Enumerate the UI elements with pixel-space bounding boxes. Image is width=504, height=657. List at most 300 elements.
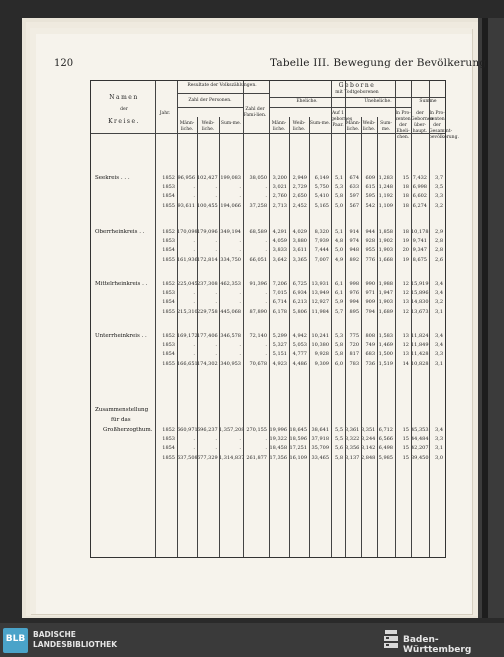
data-cell: 11,849 [411,342,429,349]
row-rule [269,107,411,108]
data-cell: 12 [402,308,409,315]
data-cell: 6,149 [314,175,329,181]
column-rule [429,81,430,557]
data-cell: 229,758 [197,308,218,315]
data-cell: 270,155 [246,427,267,433]
data-cell: 17,251 [289,445,307,452]
region-name: Mittelrheinkreis . . [95,281,148,287]
data-cell: 6,178 [272,308,287,315]
data-cell: 696,237 [197,427,218,433]
data-cell: . [215,247,217,254]
data-cell: 2,949 [292,175,307,181]
data-cell: 794 [365,308,375,315]
data-cell: 66,051 [249,256,267,263]
data-cell: 38,641 [311,427,329,433]
data-cell: 3,2 [435,299,443,306]
summary-sub2: Großherzogthum. [103,427,153,433]
data-cell: 7,206 [272,281,287,287]
data-cell: 4,029 [292,229,307,235]
data-cell: 3,7 [435,175,443,181]
data-cell: 3,4 [435,342,443,349]
header-zahl-personen: Zahl der Personen. [188,98,232,103]
data-cell: 2,650 [292,193,307,200]
data-cell: 6,1 [335,281,343,287]
data-cell: 3,4 [435,290,443,297]
data-cell: 7,007 [314,256,329,263]
data-cell: . [239,193,241,200]
data-cell: 677,329 [197,454,218,461]
data-cell: 6,725 [292,281,307,287]
data-cell: 5,5 [335,436,343,443]
data-cell: 5,806 [292,308,307,315]
data-cell: 33,465 [311,454,329,461]
data-cell: 5,3 [335,184,343,191]
data-cell: 166,651 [177,360,198,367]
data-cell: 20 [402,247,409,254]
data-cell: 944 [365,229,375,235]
data-cell: 720 [349,342,359,349]
data-cell: 990 [365,281,375,287]
data-cell: . [239,436,241,443]
partner-name[interactable]: Baden-Württemberg [403,635,472,655]
data-cell: 45,353 [411,427,429,433]
data-cell: 15 [402,175,409,181]
data-cell: 5,0 [335,202,343,209]
data-cell: 5,1 [335,229,343,235]
data-cell: 6,934 [292,290,307,297]
header-u-weibl: Weib-liche. [362,121,376,132]
data-cell: 12 [402,342,409,349]
page-number: 120 [54,58,74,69]
data-cell: 19 [402,256,409,263]
data-cell: 5,410 [314,193,329,200]
data-cell: 169,172 [177,333,198,339]
data-cell: 3,4 [435,333,443,339]
data-cell: 225,045 [177,281,198,287]
data-cell: 2,760 [272,193,287,200]
data-cell: 1,357,208 [219,427,245,433]
statistics-table [90,80,459,558]
data-cell: 39,450 [411,454,429,461]
data-cell: 13 [402,333,409,339]
data-cell: 5,9 [335,299,343,306]
data-cell: 1,583 [378,333,393,339]
data-cell: 18 [402,184,409,191]
data-cell: 971 [365,290,375,297]
data-cell: 2,729 [292,184,307,191]
data-cell: 4,942 [292,333,307,339]
column-rule [411,81,412,557]
data-cell: 161,936 [177,256,198,263]
data-cell: 6,213 [292,299,307,306]
header-u-maennl: Männ-liche. [345,121,361,132]
header-maennl: Männ-liche. [179,121,195,132]
data-cell: 5,8 [335,454,343,461]
data-cell: 6,0 [335,360,343,367]
data-cell: 5,0 [335,247,343,254]
data-cell: 1,903 [378,299,393,306]
data-cell: 334,750 [220,256,241,263]
year-cell: 1854 [162,351,175,358]
data-cell: 3,351 [361,427,376,433]
data-cell: 91,396 [249,281,267,287]
column-rule [395,81,396,557]
data-cell: . [265,436,267,443]
data-cell: 68,589 [249,229,267,235]
year-cell: 1853 [162,436,175,443]
data-cell: 261,877 [246,454,267,461]
data-cell: 5,151 [272,351,287,358]
year-cell: 1852 [162,427,175,433]
data-cell: 10,178 [411,229,429,235]
data-cell: 445,068 [220,308,241,315]
header-auf-paar: Auf 1 gebornes Paar. [331,111,353,128]
data-cell: 19,322 [269,436,287,443]
header-weibl: Weib-liche. [201,121,215,132]
data-cell: 817 [349,351,359,358]
data-cell: 6,498 [378,445,393,452]
data-cell: 542 [365,202,375,209]
row-rule [91,133,445,134]
data-cell: 5,985 [378,454,393,461]
col-header-der: der [120,107,128,112]
year-cell: 1853 [162,290,175,297]
data-cell: 9,309 [314,360,329,367]
data-cell: 595 [365,193,375,200]
data-cell: 237,308 [197,281,218,287]
data-cell: 215,310 [177,308,198,315]
data-cell: 776 [365,256,375,263]
data-cell: 1,248 [378,184,393,191]
data-cell: 87,890 [249,308,267,315]
data-cell: 96,956 [177,175,195,181]
data-cell: 6,566 [378,436,393,443]
data-cell: 955 [365,247,375,254]
data-cell: 1,519 [378,360,393,367]
year-cell: 1853 [162,238,175,245]
data-cell: 2,8 [435,238,443,245]
data-cell: 13,949 [311,290,329,297]
data-cell: 3,1 [435,445,443,452]
header-geborne: Geborne [338,82,376,89]
data-cell: 6,712 [378,427,393,433]
data-cell: 7,432 [412,175,427,181]
data-cell: 5,6 [335,445,343,452]
data-cell: 17,356 [269,454,287,461]
header-prozent-gesamt: In Pro-zenten der Gesammt-bevölkerung. [429,111,459,140]
page-title: Tabelle III. Bewegung der Bevölkerung [270,57,487,69]
data-cell: 3,021 [272,184,287,191]
data-cell: 15 [402,427,409,433]
data-cell: 1,988 [378,281,393,287]
data-cell: . [215,193,217,200]
data-cell: 5,327 [272,342,287,349]
column-rule [361,117,362,557]
data-cell: 5,8 [335,193,343,200]
lions-crest-icon [383,629,399,651]
data-cell: 5,3 [335,333,343,339]
data-cell: 683 [365,351,375,358]
data-cell: 974 [349,238,359,245]
data-cell: 18 [402,229,409,235]
data-cell: 5,750 [314,184,329,191]
data-cell: 13 [402,351,409,358]
data-cell: 5,165 [314,202,329,209]
book-spine [478,18,504,618]
data-cell: . [215,299,217,306]
data-cell: 609 [365,175,375,181]
data-cell: . [265,351,267,358]
data-cell: 2,848 [361,454,376,461]
year-cell: 1855 [162,256,175,263]
data-cell: 3,880 [292,238,307,245]
row-rule [269,97,445,98]
data-cell: 3,361 [345,427,360,433]
data-cell: 93,611 [177,202,195,209]
data-cell: 3,356 [345,445,360,452]
data-cell: 11,428 [411,351,429,358]
data-cell: 4,059 [272,238,287,245]
data-cell: 4,9 [335,256,343,263]
year-cell: 1854 [162,193,175,200]
data-cell: 179,096 [197,229,218,235]
data-cell: 8,675 [412,256,427,263]
column-rule [345,81,346,557]
data-cell: 3,322 [345,436,360,443]
data-cell: . [239,290,241,297]
header-der-gebornen: der Gebornen über-haupt. [411,111,434,134]
data-cell: 749 [365,342,375,349]
data-cell: 340,953 [220,360,241,367]
data-cell: 909 [365,299,375,306]
data-cell: . [193,445,195,452]
year-cell: 1852 [162,333,175,339]
data-cell: 37,258 [249,202,267,209]
year-cell: 1855 [162,360,175,367]
blg-logo[interactable] [3,628,28,653]
data-cell: . [193,436,195,443]
year-cell: 1853 [162,342,175,349]
data-cell: 1,500 [378,351,393,358]
data-cell: 7,015 [272,290,287,297]
column-rule [309,117,310,557]
data-cell: . [239,238,241,245]
data-cell: 5,1 [335,175,343,181]
data-cell: 18,596 [289,436,307,443]
data-cell: 892 [349,256,359,263]
data-cell: 19,996 [269,427,287,433]
data-cell: 4,777 [292,351,307,358]
data-cell: 70,678 [249,360,267,367]
data-cell: 5,7 [335,308,343,315]
col-header-kreise: Kreise. [108,118,140,125]
header-eheliche: Eheliche. [296,99,318,104]
data-cell: . [265,445,267,452]
data-cell: 100,455 [197,202,218,209]
col-header-jahr: Jahr. [159,111,171,116]
data-cell: . [239,351,241,358]
data-cell: 5,8 [335,351,343,358]
data-cell: 1,947 [378,290,393,297]
data-cell: 4,923 [272,360,287,367]
header-summe: Sum-me. [220,121,242,126]
data-cell: 12 [402,290,409,297]
data-cell: 3,1 [435,308,443,315]
data-cell: 976 [349,290,359,297]
data-cell: 2,452 [292,202,307,209]
column-rule [331,81,332,557]
data-cell: 18,645 [289,427,307,433]
data-cell: 808 [365,333,375,339]
data-cell: 3,2 [435,202,443,209]
data-cell: 3,137 [345,454,360,461]
data-cell: 1,283 [378,175,393,181]
column-rule [155,81,156,557]
data-cell: . [265,290,267,297]
data-cell: 1,902 [378,238,393,245]
header-mit-todtgeborenen: mit Todtgeborenen [335,90,379,95]
data-cell: 4,291 [272,229,287,235]
data-cell: 1,192 [378,193,393,200]
data-cell: 1,109 [378,202,393,209]
data-cell: . [193,342,195,349]
year-cell: 1855 [162,454,175,461]
data-cell: 11,824 [411,333,429,339]
data-cell: . [265,342,267,349]
data-cell: 177,406 [197,333,218,339]
column-rule [243,81,244,557]
data-cell: 172,814 [197,256,218,263]
data-cell: 42,207 [411,445,429,452]
data-cell: 1,689 [378,308,393,315]
data-cell: 35,709 [311,445,329,452]
data-cell: . [215,342,217,349]
summary-title: Zusammenstellung [95,407,149,413]
data-cell: 5,053 [292,342,307,349]
data-cell: 567 [349,202,359,209]
data-cell: 16,109 [289,454,307,461]
data-cell: 7,444 [314,247,329,254]
region-name: Oberrheinkreis . . [95,229,145,235]
data-cell: 4,8 [335,238,343,245]
data-cell: . [265,184,267,191]
col-header-namen: Namen [109,94,139,101]
column-rule [269,81,270,557]
header-u-summe: Sum-me. [380,121,392,132]
data-cell: . [193,351,195,358]
data-cell: . [239,299,241,306]
year-cell: 1854 [162,299,175,306]
data-cell: 38,050 [249,175,267,181]
data-cell: 660,971 [177,427,198,433]
data-cell: 3,4 [435,427,443,433]
library-name[interactable] [33,630,117,650]
data-cell: 4,486 [292,360,307,367]
data-cell: 170,098 [177,229,198,235]
data-cell: 18 [402,202,409,209]
data-cell: . [239,247,241,254]
data-cell: 15 [402,454,409,461]
data-cell: . [215,290,217,297]
data-cell: 637,508 [177,454,198,461]
data-cell: 3,244 [361,436,376,443]
data-cell: . [239,445,241,452]
data-cell: 7,939 [314,238,329,245]
data-cell: 199,083 [220,175,241,181]
data-cell: 3,611 [292,247,307,254]
data-cell: 8,320 [314,229,329,235]
library-name-line2: LANDESBIBLIOTHEK [33,640,118,649]
header-e-maennl: Männ-liche. [271,121,287,132]
data-cell: 633 [349,184,359,191]
data-cell: 15,919 [411,281,429,287]
data-cell: 13 [402,299,409,306]
data-cell: . [215,184,217,191]
data-cell: 3,3 [435,436,443,443]
data-cell: 674 [349,175,359,181]
data-cell: 174,302 [197,360,218,367]
region-name: Unterrheinkreis . . [95,333,147,339]
data-cell: . [239,184,241,191]
data-cell: 6,714 [272,299,287,306]
data-cell: 783 [349,360,359,367]
header-prozent-ehel: In Pro-zenten der Eheli-chen. [395,111,411,140]
data-cell: 998 [349,281,359,287]
data-cell: 2,9 [435,229,443,235]
column-rule [177,81,178,557]
header-summe-grp: Summe [419,99,437,104]
column-rule [377,117,378,557]
data-cell: 10,241 [311,333,329,339]
data-cell: 2,8 [435,247,443,254]
data-cell: . [215,436,217,443]
year-cell: 1854 [162,247,175,254]
data-cell: 13,931 [311,281,329,287]
data-cell: 3,200 [272,175,287,181]
data-cell: 13,673 [411,308,429,315]
data-cell: . [265,299,267,306]
data-cell: 994 [349,299,359,306]
data-cell: 44,484 [411,436,429,443]
data-cell: 462,353 [220,281,241,287]
data-cell: 736 [365,360,375,367]
header-e-weibl: Weib-liche. [292,121,306,132]
year-cell: 1855 [162,202,175,209]
data-cell: 346,578 [220,333,241,339]
data-cell: . [193,184,195,191]
data-cell: 895 [349,308,359,315]
data-cell: 349,194 [220,229,241,235]
data-cell: 15 [402,445,409,452]
year-cell: 1852 [162,175,175,181]
data-cell: 14,830 [411,299,429,306]
data-cell: 3,3 [435,193,443,200]
data-cell: . [265,193,267,200]
year-cell: 1852 [162,281,175,287]
data-cell: 194,066 [220,202,241,209]
data-cell: 615 [365,184,375,191]
data-cell: 9,347 [412,247,427,254]
data-cell: 12 [402,281,409,287]
data-cell: 15 [402,436,409,443]
data-cell: 3,3 [435,351,443,358]
row-rule [177,107,243,108]
data-cell: 1,858 [378,229,393,235]
column-rule [289,117,290,557]
data-cell: . [193,193,195,200]
data-cell: 5,8 [335,342,343,349]
data-cell: 1,469 [378,342,393,349]
